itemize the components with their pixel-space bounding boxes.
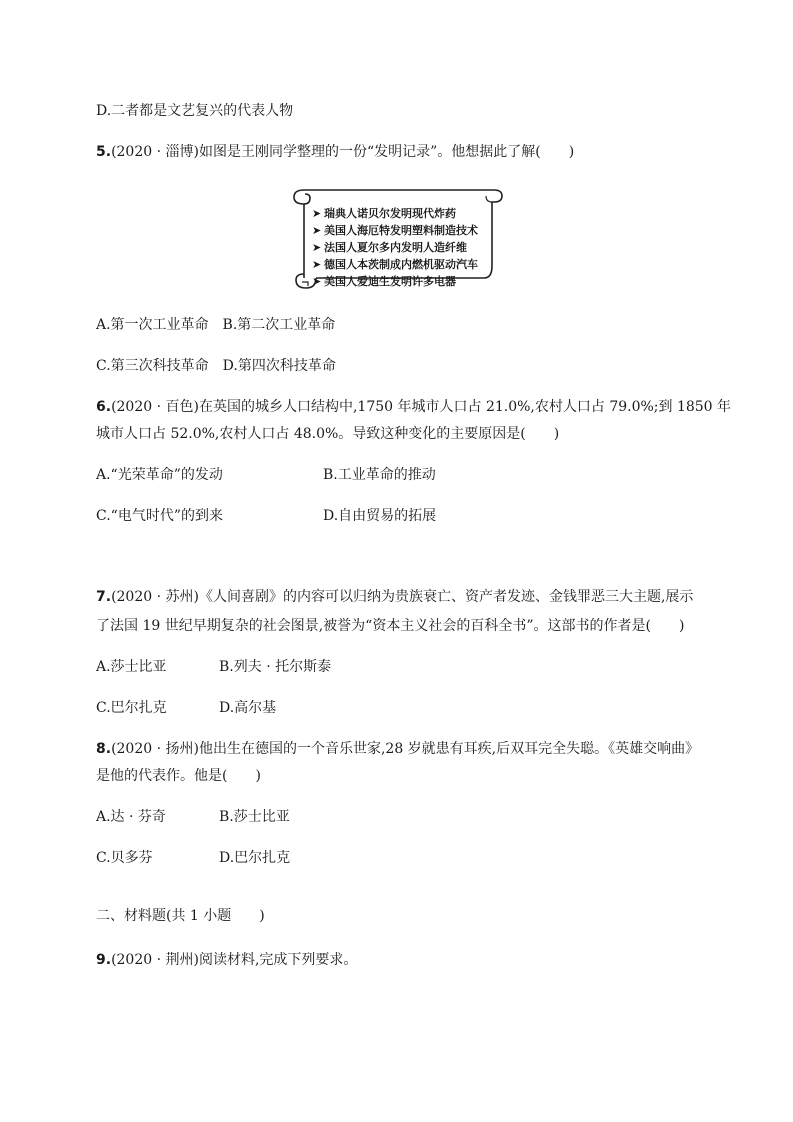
- scroll-item: ➤ 法国人夏尔多内发明人造纤维: [312, 241, 467, 254]
- question-8-stem-cont: 是他的代表作。他是( ): [96, 768, 261, 784]
- arrow-icon: ➤: [312, 207, 322, 220]
- question-8-option-d: D.巴尔扎克: [219, 850, 291, 866]
- question-8-option-a: A.达 · 芬奇: [96, 809, 166, 825]
- scroll-item: ➤ 美国人爱迪生发明许多电器: [312, 275, 456, 288]
- arrow-icon: ➤: [312, 275, 322, 288]
- question-6-option-d: D.自由贸易的拓展: [323, 508, 437, 524]
- question-text: (2020 · 百色)在英国的城乡人口结构中,1750 年城市人口占 21.0%,农村人口占 79.0%;到 1850 年: [111, 399, 732, 415]
- arrow-icon: ➤: [312, 224, 322, 237]
- question-number: 5.: [96, 144, 112, 160]
- arrow-icon: ➤: [312, 241, 322, 254]
- arrow-icon: ➤: [312, 258, 322, 271]
- question-number: 7.: [96, 589, 112, 605]
- question-text: (2020 · 扬州)他出生在德国的一个音乐世家,28 岁就患有耳疾,后双耳完全失聪。《英雄交响曲》: [111, 741, 700, 757]
- question-7-option-a: A.莎士比亚: [96, 659, 167, 675]
- question-6-option-b: B.工业革命的推动: [323, 467, 436, 483]
- scroll-item: ➤ 瑞典人诺贝尔发明现代炸药: [312, 207, 456, 220]
- question-6-option-c: C.“电气时代”的到来: [96, 508, 223, 524]
- question-6-stem-cont: 城市人口占 52.0%,农村人口占 48.0%。导致这种变化的主要原因是( ): [96, 426, 560, 442]
- question-7-stem-cont: 了法国 19 世纪早期复杂的社会图景,被誉为“资本主义社会的百科全书”。这部书的作者是( ): [96, 618, 685, 634]
- scroll-item: ➤ 美国人海厄特发明塑料制造技术: [312, 224, 478, 237]
- question-9-stem: [96, 950, 357, 970]
- scroll-item-list: [312, 205, 478, 290]
- question-number: 6.: [96, 399, 112, 415]
- q4-option-d: D.二者都是文艺复兴的代表人物: [96, 103, 294, 119]
- question-6-option-a: A.“光荣革命”的发动: [96, 467, 223, 483]
- question-8-stem: [96, 739, 699, 759]
- invention-record-scroll: [288, 182, 508, 294]
- question-7-stem: [96, 587, 693, 607]
- question-8-option-c: C.贝多芬: [96, 850, 153, 866]
- scroll-item: ➤ 德国人本茨制成内燃机驱动汽车: [312, 258, 478, 271]
- question-6-stem: [96, 397, 731, 417]
- question-7-option-b: B.列夫 · 托尔斯泰: [219, 659, 332, 675]
- question-5-options-row1: A.第一次工业革命 B.第二次工业革命: [96, 317, 336, 333]
- section-heading: 二、材料题(共 1 小题 ): [96, 908, 265, 924]
- question-number: 9.: [96, 952, 112, 968]
- question-text: (2020 · 苏州)《人间喜剧》的内容可以归纳为贵族衰亡、资产者发迹、金钱罪恶三大主题,展示: [111, 589, 694, 605]
- question-5-options-row2: C.第三次科技革命 D.第四次科技革命: [96, 358, 336, 374]
- question-text: (2020 · 淄博)如图是王刚同学整理的一份“发明记录”。他想据此了解( ): [111, 144, 575, 160]
- question-5-stem: [96, 142, 574, 162]
- question-number: 8.: [96, 741, 112, 757]
- question-7-option-c: C.巴尔扎克: [96, 700, 167, 716]
- question-8-option-b: B.莎士比亚: [219, 809, 290, 825]
- question-7-option-d: D.高尔基: [219, 700, 277, 716]
- question-text: (2020 · 荆州)阅读材料,完成下列要求。: [111, 952, 358, 968]
